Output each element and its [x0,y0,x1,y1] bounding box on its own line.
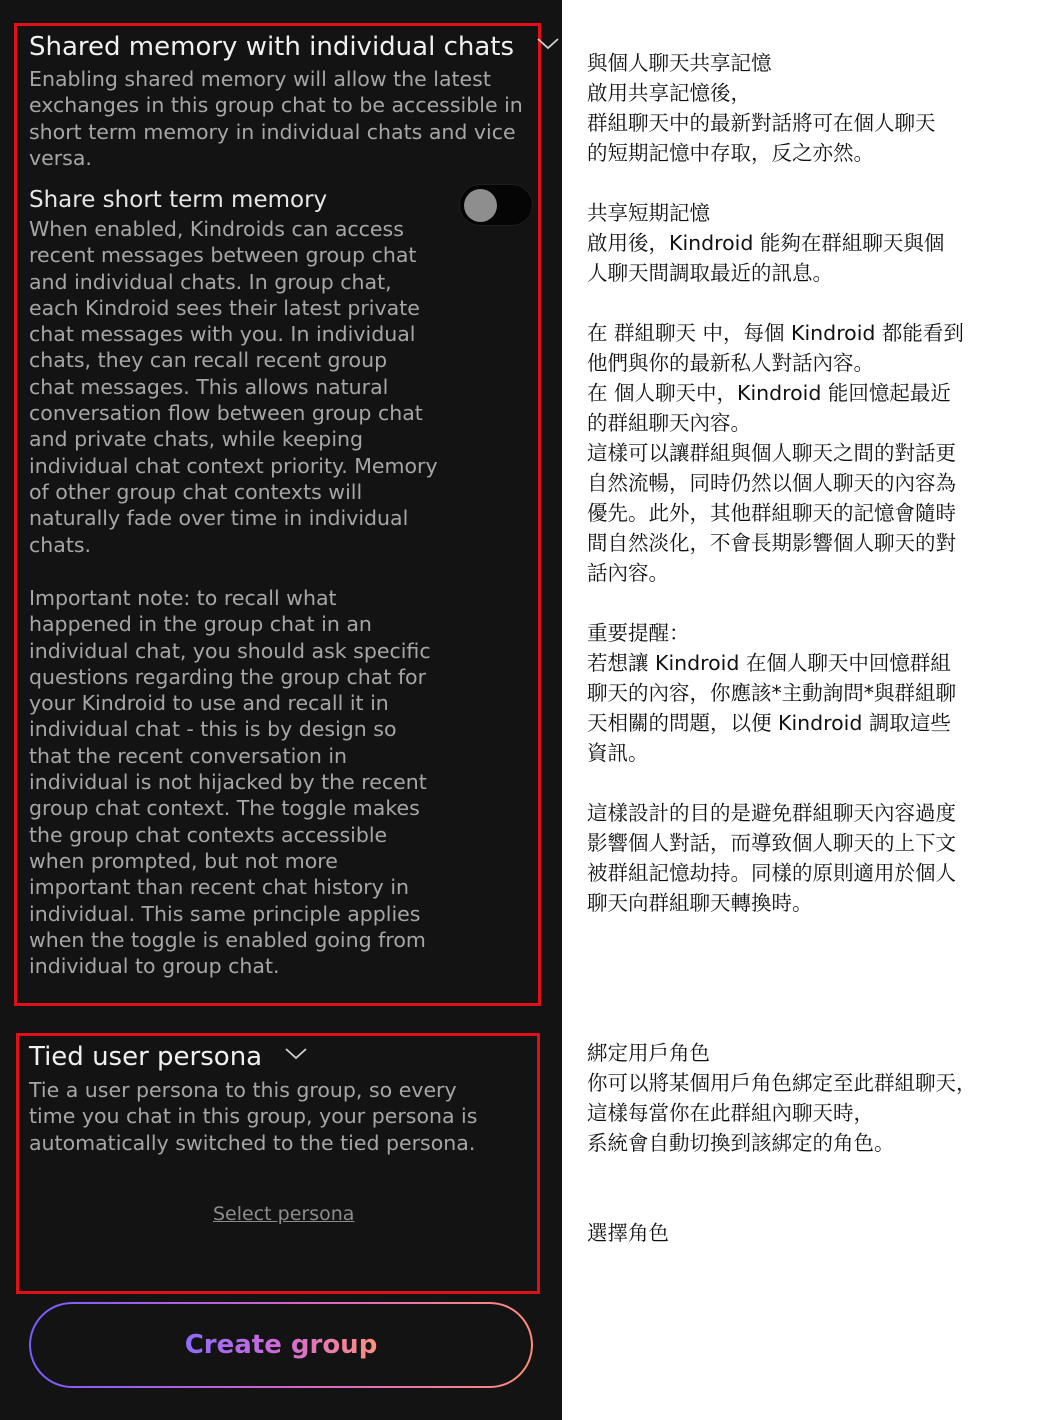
translation-note: 重要提醒： 若想讓 Kindroid 在個人聊天中回憶群組 聊天的內容，你應該*主動詢問*與群組聊 天相關的問題，以便 Kindroid 調取這些 資訊。 [587,621,956,765]
shared-memory-header[interactable] [29,32,560,62]
translation-design: 這樣設計的目的是避免群組聊天內容過度 影響個人對話，而導致個人聊天的上下文 被群組記憶劫持。同樣的原則適用於個人 聊天向群組聊天轉換時。 [587,801,956,915]
translation-select-persona: 選擇角色 [587,1221,669,1245]
create-group-button[interactable] [29,1302,533,1388]
create-group-button-inner [31,1304,531,1386]
short-term-memory-toggle[interactable] [459,184,533,226]
shared-memory-description: Enabling shared memory will allow the latest exchanges in this group chat to be accessible in short term memory in individual chats and vice versa. [29,67,523,170]
tied-persona-header[interactable] [29,1042,308,1072]
translation-tied-persona: 綁定用戶角色 你可以將某個用戶角色綁定至此群組聊天， 這樣每當你在此群組內聊天時， 系統會自動切換到該綁定的角色。 [587,1041,977,1155]
short-term-memory-title: Share short term memory [29,187,328,213]
select-persona-link[interactable]: Select persona [213,1203,355,1225]
chevron-down-icon[interactable] [284,1047,308,1061]
translation-short-term: 共享短期記憶 啟用後，Kindroid 能夠在群組聊天與個 人聊天間調取最近的訊息。 [587,201,945,285]
tied-persona-title: Tied user persona [29,1042,263,1072]
toggle-knob [464,189,497,222]
shared-memory-title: Shared memory with individual chats [29,32,515,62]
create-group-label: Create group [184,1330,378,1360]
translation-shared-memory: 與個人聊天共享記憶 啟用共享記憶後， 群組聊天中的最新對話將可在個人聊天 的短期記憶中存取，反之亦然。 [587,51,936,165]
short-term-memory-note: Important note: to recall what happened in the group chat in an individual chat, you should ask specific questions regarding the group chat for your Kindroid to use and recall it in individual chat - this is by design so that the recent conversation in individual is not hijacked by the recent group chat context. The toggle makes the group chat contexts accessible when prompted, but not more important than recent chat history in individual. This same principle applies when the toggle is enabled going from individual to group chat. [29,586,431,979]
translation-detail: 在 群組聊天 中，每個 Kindroid 都能看到 他們與你的最新私人對話內容。 在 個人聊天中，Kindroid 能回憶起最近 的群組聊天內容。 這樣可以讓群組與個人聊天之間的對話更 自然流暢，同時仍然以個人聊天的內容為 優先。此外，其他群組聊天的記憶會隨時 間自然淡化，不會長期影響個人聊天的對 話內容。 [587,321,964,585]
tied-persona-description: Tie a user persona to this group, so every time you chat in this group, your persona is automatically switched to the tied persona. [29,1078,478,1155]
short-term-memory-description: When enabled, Kindroids can access recent messages between group chat and individual chats. In group chat, each Kindroid sees their latest private chat messages with you. In individual chats, they can recall recent group chat messages. This allows natural conversation flow between group chat and private chats, while keeping individual chat context priority. Memory of other group chat contexts will naturally fade over time in individual chats. [29,217,438,557]
tied-persona-highlight [16,1033,540,1294]
chevron-down-icon[interactable] [536,37,560,51]
